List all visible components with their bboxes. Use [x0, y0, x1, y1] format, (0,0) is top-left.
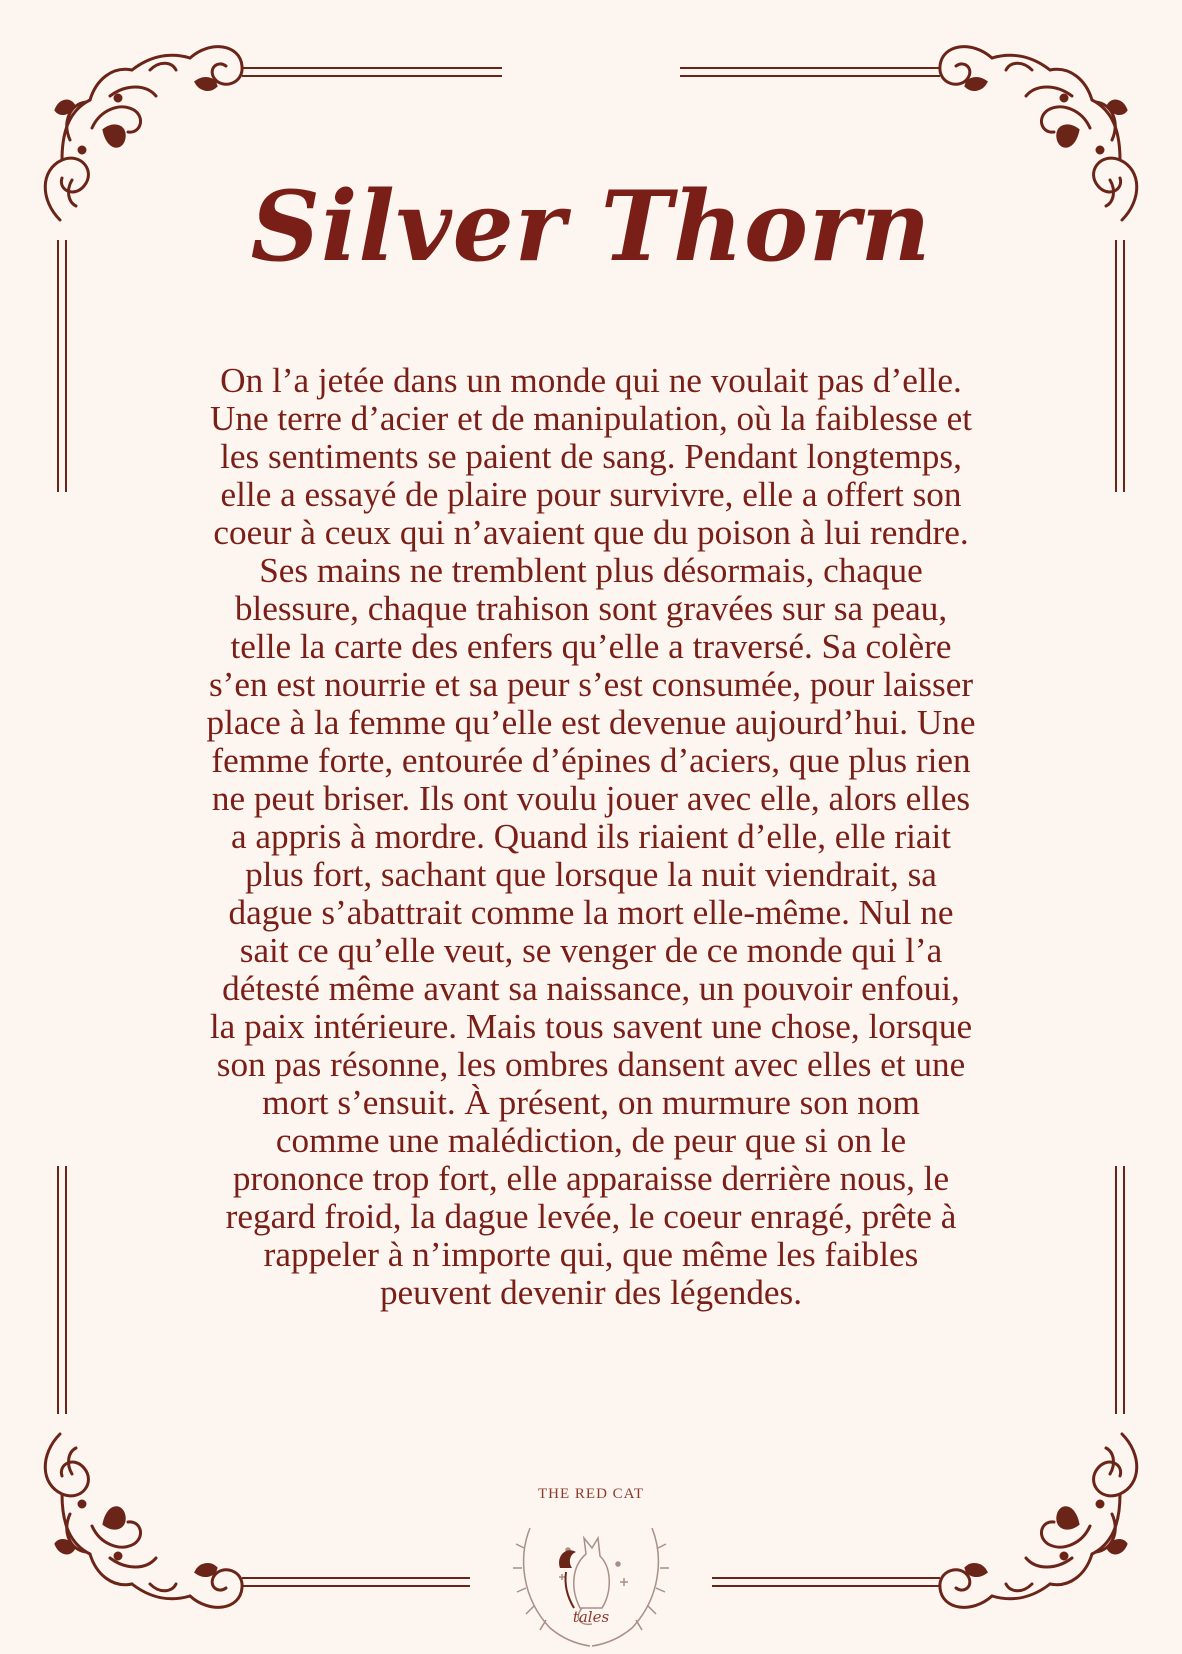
- story-line: place à la femme qu’elle est devenue aujourd’hui. Une: [206, 703, 976, 742]
- story-line: sait ce qu’elle veut, se venger de ce monde qui l’a: [239, 931, 943, 970]
- story-line: blessure, chaque trahison sont gravées sur sa peau,: [234, 589, 948, 628]
- story-line: On l’a jetée dans un monde qui ne voulait pas d’elle.: [220, 361, 962, 400]
- flourish-ornament-icon: [940, 1434, 1137, 1607]
- logo-top-text: THE RED CAT: [538, 1486, 644, 1502]
- story-line: plus fort, sachant que lorsque la nuit viendrait, sa: [245, 855, 937, 894]
- story-line: s’en est nourrie et sa peur s’est consumée, pour laisser: [208, 665, 974, 704]
- story-line: peuvent devenir des légendes.: [379, 1273, 803, 1312]
- page-title: Silver Thorn: [250, 170, 932, 283]
- story-line: elle a essayé de plaire pour survivre, elle a offert son: [220, 475, 962, 514]
- story-line: coeur à ceux qui n’avaient que du poison à lui rendre.: [213, 513, 969, 552]
- story-line: femme forte, entourée d’épines d’aciers, que plus rien: [211, 741, 971, 780]
- story-line: Ses mains ne tremblent plus désormais, chaque: [259, 551, 923, 590]
- story-line: la paix intérieure. Mais tous savent une chose, lorsque: [209, 1007, 973, 1046]
- story-line: dague s’abattrait comme la mort elle-même. Nul ne: [228, 893, 954, 932]
- story-paragraph: [125, 362, 1057, 1312]
- story-line: son pas résonne, les ombres dansent avec elles et une: [216, 1045, 966, 1084]
- story-line: ne peut briser. Ils ont voulu jouer avec elle, alors elles: [211, 779, 971, 818]
- story-line: les sentiments se paient de sang. Pendant longtemps,: [220, 437, 962, 476]
- story-line: mort s’ensuit. À présent, on murmure son nom: [262, 1083, 920, 1122]
- story-line: Une terre d’acier et de manipulation, où la faiblesse et: [209, 399, 973, 438]
- story-line: comme une malédiction, de peur que si on le: [275, 1121, 907, 1160]
- story-line: telle la carte des enfers qu’elle a traversé. Sa colère: [230, 627, 952, 666]
- story-line: détesté même avant sa naissance, un pouvoir enfoui,: [222, 969, 960, 1008]
- story-line: regard froid, la dague levée, le coeur enragé, prête à: [225, 1197, 957, 1236]
- logo-bottom-text: tales: [572, 1608, 610, 1626]
- story-line: prononce trop fort, elle apparaisse derrière nous, le: [232, 1159, 950, 1198]
- story-line: rappeler à n’importe qui, que même les faibles: [263, 1235, 919, 1274]
- flourish-ornament-icon: [45, 1434, 242, 1607]
- story-line: a appris à mordre. Quand ils riaient d’elle, elle riait: [230, 817, 952, 856]
